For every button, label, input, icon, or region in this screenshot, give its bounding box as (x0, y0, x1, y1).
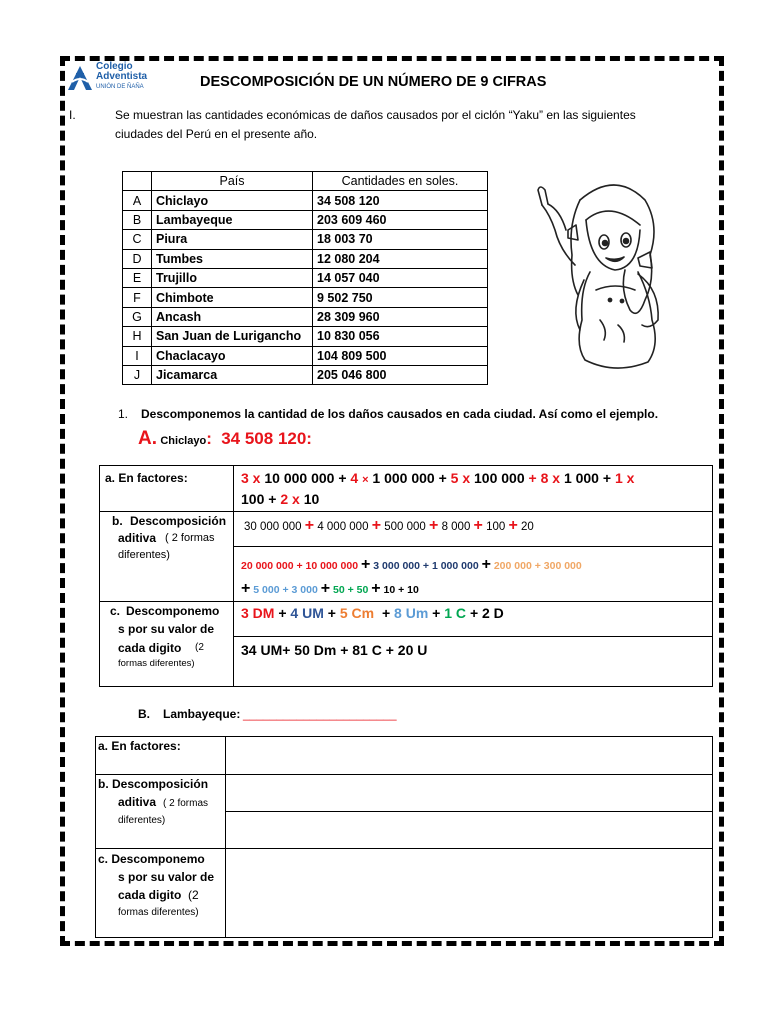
plus-sign: + (241, 580, 251, 597)
row-letter: J (123, 365, 152, 384)
plus-sign: + (371, 517, 382, 534)
value-term: 5 Cm (339, 605, 375, 621)
value-form-1 (241, 605, 504, 621)
row-city: Chimbote (152, 288, 313, 307)
example-a-letter: A. (138, 428, 157, 449)
factors-line-2 (241, 491, 319, 507)
row-amount: 12 080 204 (313, 249, 488, 268)
factor-term: 4 (350, 470, 359, 486)
section-numeral: I. (69, 108, 76, 122)
instruction-text-content: Descomponemos la cantidad de los daños causados en cada ciudad. Así como el ejemplo. (141, 407, 659, 421)
logo-text-1: Colegio (96, 61, 133, 72)
b-additive-answer-field-2[interactable] (226, 812, 712, 848)
row-amount: 10 830 056 (313, 327, 488, 346)
additive-term: 10 + 10 (383, 584, 419, 596)
row-letter: F (123, 288, 152, 307)
logo-text-2: Adventista (96, 71, 148, 82)
table-row (123, 327, 488, 346)
girl-pointing-illustration (520, 170, 670, 380)
plus-sign: + (327, 605, 336, 621)
row-a-label: a. En factores: (105, 471, 188, 485)
b-additive-answer-field-1[interactable] (226, 775, 712, 811)
row-c-label-2: Descomponemo (126, 604, 220, 618)
additive-term: 200 000 + 300 000 (493, 560, 582, 572)
instruction-text (141, 407, 658, 421)
additive-term: 100 (486, 521, 506, 533)
b-row-c-label-2: s por su valor de (118, 870, 215, 884)
row-amount: 18 003 70 (313, 230, 488, 249)
page-title: DESCOMPOSICIÓN DE UN NÚMERO DE 9 CIFRAS (200, 74, 547, 90)
factor-term: 2 x (280, 491, 300, 507)
row-city: Trujillo (152, 268, 313, 287)
row-letter: C (123, 230, 152, 249)
example-a-city: Chiclayo (160, 435, 207, 447)
factor-term: 10 000 000 + (264, 470, 347, 486)
b-row-b-label-1: b. Descomposición (98, 777, 209, 791)
value-form-2: 34 UM+ 50 Dm + 81 C + 20 U (241, 642, 428, 658)
row-amount: 9 502 750 (313, 288, 488, 307)
plus-sign: + (429, 517, 439, 534)
row-city: Ancash (152, 307, 313, 326)
additive-form-2-line-1 (241, 556, 582, 574)
table-row (123, 191, 488, 210)
additive-form-1 (244, 517, 534, 535)
row-city: Chiclayo (152, 191, 313, 210)
plus-sign: + (508, 517, 518, 534)
row-c-label-3: s por su valor de (118, 622, 215, 636)
b-row-a-label: a. En factores: (98, 739, 181, 753)
table-row (123, 210, 488, 229)
row-c-label-6: formas diferentes) (118, 658, 195, 669)
factor-term: 100 + (241, 491, 277, 507)
additive-term: 50 + 50 (332, 584, 369, 596)
row-letter: H (123, 327, 152, 346)
additive-term: 20 (521, 521, 534, 533)
row-city: San Juan de Lurigancho (152, 327, 313, 346)
table-row (123, 365, 488, 384)
row-letter: E (123, 268, 152, 287)
example-a-amount: 34 508 120: (221, 429, 312, 448)
plus-sign: + (381, 605, 391, 621)
row-amount: 203 609 460 (313, 210, 488, 229)
plus-sign: + (304, 517, 315, 534)
factor-term: 5 x (450, 470, 471, 486)
row-letter: B (123, 210, 152, 229)
row-amount: 28 309 960 (313, 307, 488, 326)
b-row-c-label-3: cada digito (118, 888, 182, 902)
logo-emblem-icon (66, 64, 94, 92)
example-a-heading (138, 428, 312, 450)
additive-term: 20 000 000 + 10 000 000 (241, 560, 359, 572)
row-amount: 104 809 500 (313, 346, 488, 365)
b-row-c-label-1: c. Descomponemo (98, 852, 205, 866)
factor-term: 3 x (241, 470, 261, 486)
table-row (123, 249, 488, 268)
value-term: 4 UM (290, 605, 324, 621)
plus-sign: + (278, 605, 287, 621)
row-c-label-4: cada digito (118, 641, 182, 655)
row-city: Piura (152, 230, 313, 249)
table-header-row (123, 172, 488, 191)
row-amount: 14 057 040 (313, 268, 488, 287)
row-city: Lambayeque (152, 210, 313, 229)
table-row (123, 307, 488, 326)
b-row-c-label-4: (2 (188, 888, 199, 902)
school-logo (66, 62, 176, 94)
row-b-label-2: Descomposición (130, 514, 227, 528)
instruction-number: 1. (118, 407, 129, 421)
factor-term: 1 x (614, 470, 635, 486)
cities-table (122, 171, 488, 385)
b-row-b-label-2: aditiva (118, 795, 157, 809)
additive-term: 30 000 000 (244, 521, 302, 533)
plus-sign: + (371, 580, 381, 597)
row-c-label-1: c. (110, 604, 121, 618)
factor-term: × (362, 474, 369, 486)
factor-term: 10 (303, 491, 320, 507)
additive-term: 8 000 (441, 521, 471, 533)
plus-sign: + (361, 556, 371, 573)
table-row (123, 288, 488, 307)
row-amount: 34 508 120 (313, 191, 488, 210)
example-a-colon: : (206, 429, 212, 448)
b-value-answer-field[interactable] (226, 849, 712, 937)
row-city: Tumbes (152, 249, 313, 268)
b-row-c-label-5: formas diferentes) (118, 907, 199, 918)
example-b-blank-line: _______________________ (243, 707, 397, 721)
value-term: 3 DM (241, 605, 275, 621)
example-b-city: Lambayeque: (163, 707, 241, 721)
b-row-b-label-3: ( 2 formas (163, 798, 209, 809)
table-row (123, 346, 488, 365)
additive-form-2-line-2 (241, 580, 419, 598)
value-term: 8 Um (394, 605, 429, 621)
row-b-label-1: b. (112, 514, 123, 528)
factor-term: + 8 x (528, 470, 561, 486)
table-row (123, 268, 488, 287)
row-b-label-4: ( 2 formas (165, 532, 215, 544)
example-b-label: B. (138, 707, 150, 721)
intro-line-2: ciudades del Perú en el presente año. (115, 127, 318, 141)
header-pais: País (152, 172, 313, 191)
intro-line-1: Se muestran las cantidades económicas de daños causados por el ciclón “Yaku” en las siguientes (115, 108, 636, 122)
row-city: Jicamarca (152, 365, 313, 384)
value-term: 1 C (444, 605, 467, 621)
row-b-label-3: aditiva (118, 531, 157, 545)
table-row (123, 230, 488, 249)
factor-term: 100 000 (474, 470, 525, 486)
row-letter: G (123, 307, 152, 326)
header-cantidades: Cantidades en soles. (313, 172, 488, 191)
additive-term: 500 000 (384, 521, 426, 533)
additive-term: 4 000 000 (317, 521, 369, 533)
additive-term: 3 000 000 + 1 000 000 (373, 560, 479, 572)
plus-sign: + (481, 556, 491, 573)
factors-line-1 (241, 470, 634, 486)
row-letter: I (123, 346, 152, 365)
row-city: Chaclacayo (152, 346, 313, 365)
additive-term: 5 000 + 3 000 (253, 584, 318, 596)
b-row-b-label-4: diferentes) (118, 815, 166, 826)
plus-sign: + (320, 580, 331, 597)
factor-term: 1 000 000 + (372, 470, 447, 486)
row-letter: D (123, 249, 152, 268)
b-factors-answer-field[interactable] (226, 737, 712, 774)
logo-text-3: UNIÓN DE ÑAÑA (96, 84, 144, 90)
value-term: + 2 D (469, 605, 504, 621)
factor-term: 1 000 + (563, 470, 612, 486)
row-c-label-5: (2 (195, 642, 204, 653)
row-letter: A (123, 191, 152, 210)
row-amount: 205 046 800 (313, 365, 488, 384)
plus-sign: + (432, 605, 441, 621)
row-b-label-5: diferentes) (118, 549, 170, 561)
plus-sign: + (473, 517, 483, 534)
